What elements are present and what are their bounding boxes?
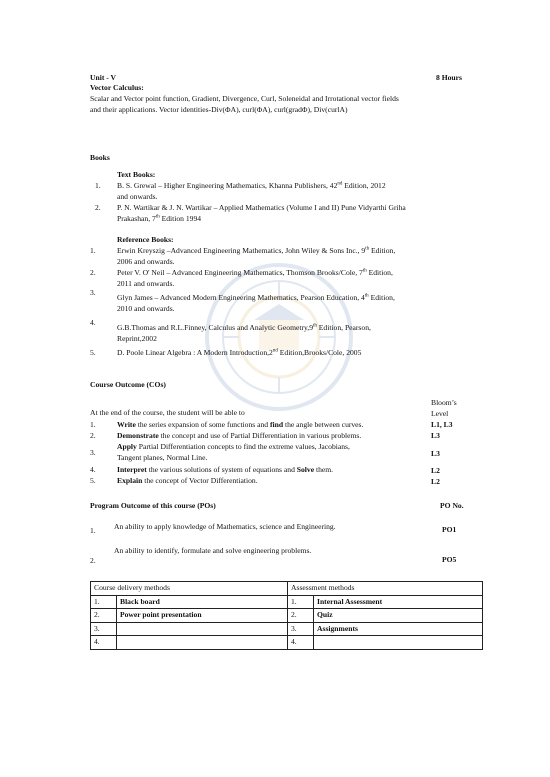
superscript: th (364, 293, 369, 299)
reference-books-heading: Reference Books: (117, 235, 174, 244)
superscript: nd (272, 348, 278, 354)
item-number: 1. (90, 526, 96, 535)
blooms-level-header-2: Level (431, 409, 449, 418)
blooms-level: L1, L3 (431, 420, 453, 429)
table-row (91, 609, 483, 623)
outcome-verb: Apply (117, 442, 137, 451)
superscript: th (155, 214, 160, 220)
table-cell: 3. (288, 622, 314, 636)
superscript: th (362, 268, 367, 274)
item-number: 4. (90, 318, 96, 327)
text-book-line (117, 181, 386, 191)
item-number: 3. (90, 288, 96, 297)
outcome-verb: Explain (117, 476, 143, 485)
table-cell: 4. (91, 636, 117, 650)
outcome-text: Partial Differentiation concepts to find the extreme values, Jacobians, (136, 442, 350, 451)
reference-text: D. Poole Linear Algebra : A Modern Introduction,2 (117, 348, 273, 357)
blooms-level-header: Bloom’s (431, 398, 457, 407)
item-number: 1. (90, 246, 96, 255)
unit-heading: Vector Calculus: (90, 83, 144, 92)
item-number: 1. (95, 181, 101, 190)
item-number: 2. (90, 268, 96, 277)
po-code: PO5 (442, 555, 457, 564)
course-outcome-heading: Course Outcome (COs) (90, 380, 166, 389)
unit-title: Unit - V (90, 73, 117, 82)
item-number: 5. (90, 476, 96, 485)
item-number: 5. (90, 348, 96, 357)
table-cell: 2. (288, 609, 314, 623)
books-heading: Books (90, 153, 110, 162)
reference-text: Edition, (369, 246, 396, 255)
reference-text: Edition, (366, 268, 393, 277)
superscript: nd (337, 181, 343, 187)
outcome-verb: Solve (296, 465, 315, 474)
item-number: 2. (90, 556, 96, 565)
superscript: th (313, 323, 317, 329)
table-cell: Power point presentation (117, 609, 288, 623)
blooms-level: L3 (431, 431, 440, 440)
item-number: 2. (95, 203, 101, 212)
po-number-header: PO No. (440, 501, 464, 510)
unit-hours: 8 Hours (436, 73, 462, 82)
table-cell (314, 636, 483, 650)
reference-text: 2006 and onwards. (117, 257, 175, 266)
reference-text: Peter V. O' Neil – Advanced Engineering Mathematics, Thomson Brooks/Cole, 7 (117, 268, 363, 277)
program-outcome-text: An ability to apply knowledge of Mathematics, science and Engineering. (114, 522, 336, 531)
unit-description-line1: Scalar and Vector point function, Gradient, Divergence, Curl, Soleneidal and Irrotational vector fields (90, 94, 399, 103)
reference-text: Edition, (368, 293, 395, 302)
reference-text: Edition, Pearson, (316, 323, 371, 332)
po-code: PO1 (442, 525, 457, 534)
text-book-text: and onwards. (117, 192, 158, 201)
outcome-text: the concept and use of Partial Differentiation in various problems. (158, 431, 362, 440)
blooms-level: L2 (431, 477, 440, 486)
outcome-verb: find (269, 420, 284, 429)
course-outcome-intro: At the end of the course, the student will be able to (90, 408, 245, 417)
delivery-assessment-table (90, 581, 483, 650)
table-cell: 1. (91, 595, 117, 609)
table-cell: Internal Assessment (314, 595, 483, 609)
item-number: 4. (90, 465, 96, 474)
outcome-text: the angle between curves. (283, 420, 364, 429)
college-seal-watermark (204, 262, 354, 412)
table-row (91, 622, 483, 636)
program-outcome-heading: Program Outcome of this course (POs) (90, 501, 216, 510)
text-books-heading: Text Books: (117, 170, 156, 179)
reference-text: Edition,Brooks/Cole, 2005 (277, 348, 362, 357)
outcome-text: the various solutions of system of equations and (146, 465, 297, 474)
item-number: 1. (90, 420, 96, 429)
outcome-verb: Interpret (117, 465, 147, 474)
table-header-row (91, 582, 483, 596)
text-book-text: B. S. Grewal – Higher Engineering Mathematics, Khanna Publishers, 42 (117, 181, 338, 190)
outcome-verb: Write (117, 420, 136, 429)
outcome-text: them. (314, 465, 334, 474)
table-cell: 1. (288, 595, 314, 609)
table-cell (117, 636, 288, 650)
text-book-text: Edition 1994 (159, 214, 202, 223)
item-number: 3. (90, 448, 96, 457)
table-row (91, 636, 483, 650)
unit-description-line2: and their applications. Vector identities-Div(ΦA), curl(ΦA), curl(gradΦ), Div(curlA) (90, 105, 348, 114)
outcome-text: the concept of Vector Differentiation. (142, 476, 258, 485)
reference-text: G.B.Thomas and R.L.Finney, Calculus and Analytic Geometry,9 (117, 323, 313, 332)
reference-text: Reprint,2002 (117, 334, 157, 343)
text-book-line (117, 214, 201, 224)
text-book-text: Edition, 2012 (342, 181, 386, 190)
course-delivery-header: Course delivery methods (91, 582, 288, 596)
table-cell: Quiz (314, 609, 483, 623)
item-number: 2. (90, 431, 96, 440)
blooms-level: L3 (431, 449, 440, 458)
blooms-level: L2 (431, 466, 440, 475)
table-cell (117, 622, 288, 636)
table-cell: Assignments (314, 622, 483, 636)
outcome-text: the series expansion of some functions and (135, 420, 270, 429)
table-cell: 4. (288, 636, 314, 650)
table-row (91, 595, 483, 609)
outcome-text: Tangent planes, Normal Line. (117, 453, 208, 462)
superscript: th (365, 246, 370, 252)
text-book-text: P. N. Wartikar & J. N. Wartikar – Applied Mathematics (Volume I and II) Pune Vidyarthi Griha (117, 203, 406, 212)
assessment-methods-header: Assessment methods (288, 582, 483, 596)
table-cell: Black board (117, 595, 288, 609)
text-book-text: Prakashan, 7 (117, 214, 156, 223)
table-cell: 3. (91, 622, 117, 636)
table-cell: 2. (91, 609, 117, 623)
reference-text: 2011 and onwards. (117, 279, 175, 288)
reference-text: 2010 and onwards. (117, 304, 175, 313)
program-outcome-text: An ability to identify, formulate and solve engineering problems. (114, 546, 312, 555)
reference-text: Erwin Kreyszig –Advanced Engineering Mathematics, John Wiley & Sons Inc., 9 (117, 246, 366, 255)
reference-text: Glyn James – Advanced Modern Engineering Mathematics, Pearson Education, 4 (117, 293, 365, 302)
outcome-verb: Demonstrate (117, 431, 159, 440)
